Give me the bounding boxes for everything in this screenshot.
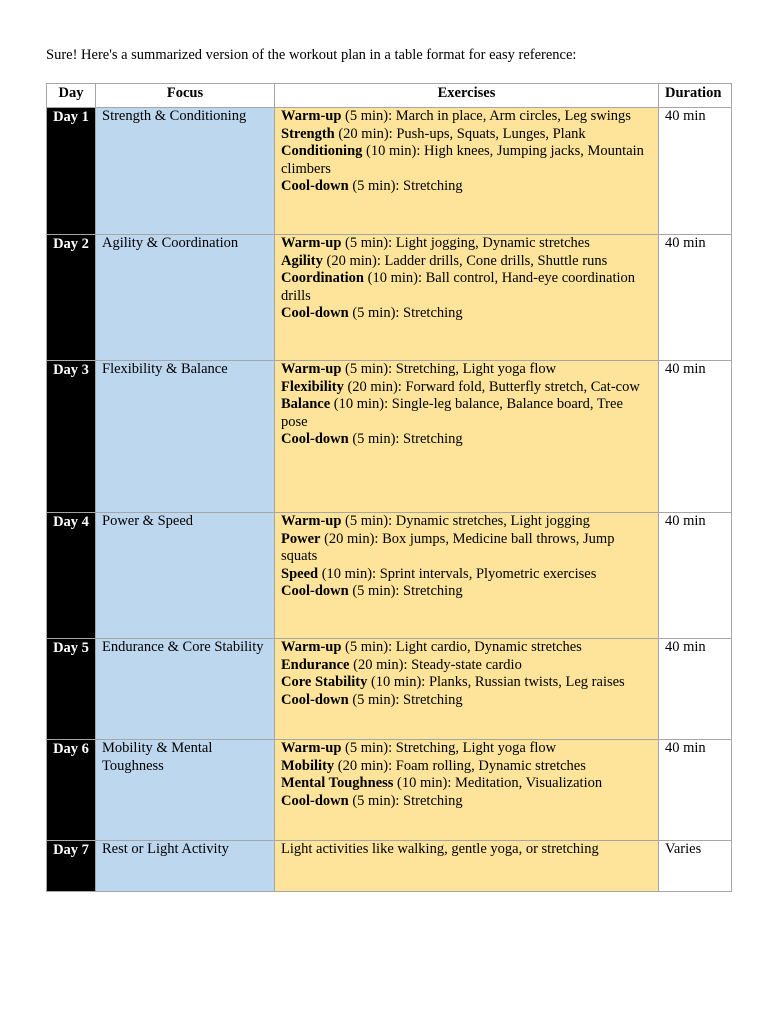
exercise-line xyxy=(281,674,652,692)
exercise-line xyxy=(281,775,652,793)
header-exercises: Exercises xyxy=(275,84,659,108)
table-row xyxy=(47,108,732,235)
exercise-block-detail: (10 min): Meditation, Visualization xyxy=(393,775,603,791)
exercise-block-name: Flexibility xyxy=(281,378,344,395)
exercise-line xyxy=(281,431,652,449)
exercise-block-name: Core Stability xyxy=(281,674,368,690)
exercise-line xyxy=(281,396,652,431)
table-row xyxy=(47,639,732,740)
exercise-line xyxy=(281,108,652,126)
exercise-line xyxy=(281,143,652,178)
day-cell: Day 2 xyxy=(47,235,96,361)
table-row xyxy=(47,235,732,361)
table-row xyxy=(47,513,732,639)
duration-cell: 40 min xyxy=(659,639,732,740)
exercise-block-detail: (10 min): High knees, Jumping jacks, Mountain climbers xyxy=(281,143,644,177)
exercise-block-detail: (5 min): Stretching xyxy=(348,691,463,708)
duration-cell: 40 min xyxy=(659,235,732,361)
exercise-line xyxy=(281,361,652,379)
exercise-block-detail: Light activities like walking, gentle yoga, or stretching xyxy=(281,841,599,857)
exercise-block-name: Cool-down xyxy=(281,792,349,809)
exercises-cell xyxy=(275,235,659,361)
duration-cell: 40 min xyxy=(659,513,732,639)
exercise-line xyxy=(281,639,652,657)
exercises-cell xyxy=(275,639,659,740)
exercise-block-name: Coordination xyxy=(281,270,364,286)
exercises-cell xyxy=(275,740,659,841)
day-cell: Day 3 xyxy=(47,361,96,513)
exercise-block-detail: (20 min): Forward fold, Butterfly stretch, Cat-cow xyxy=(343,378,640,395)
focus-cell: Agility & Coordination xyxy=(96,235,275,361)
exercise-block-name: Cool-down xyxy=(281,178,349,194)
exercise-block-detail: (10 min): Planks, Russian twists, Leg raises xyxy=(367,674,625,690)
duration-cell: 40 min xyxy=(659,108,732,235)
exercise-line xyxy=(281,379,652,397)
exercise-block-name: Warm-up xyxy=(281,361,342,377)
exercise-block-detail: (5 min): Light jogging, Dynamic stretches xyxy=(341,235,590,251)
table-row xyxy=(47,740,732,841)
exercise-block-detail: (5 min): Stretching xyxy=(348,792,463,809)
table-header-row xyxy=(47,84,732,108)
focus-cell: Endurance & Core Stability xyxy=(96,639,275,740)
exercise-block-name: Cool-down xyxy=(281,691,349,708)
focus-cell: Strength & Conditioning xyxy=(96,108,275,235)
exercise-block-name: Mental Toughness xyxy=(281,775,394,791)
table-row xyxy=(47,361,732,513)
exercise-line xyxy=(281,841,652,859)
exercise-block-detail: (20 min): Foam rolling, Dynamic stretches xyxy=(334,757,586,774)
exercise-line xyxy=(281,692,652,710)
exercise-block-name: Cool-down xyxy=(281,431,349,447)
exercise-block-name: Balance xyxy=(281,396,331,412)
exercise-line xyxy=(281,566,652,584)
exercise-line xyxy=(281,178,652,196)
exercise-block-detail: (5 min): Stretching xyxy=(348,583,463,599)
exercise-block-name: Warm-up xyxy=(281,740,342,756)
exercise-block-name: Speed xyxy=(281,565,319,582)
exercise-line xyxy=(281,740,652,758)
exercise-line xyxy=(281,583,652,601)
exercise-block-detail: (5 min): March in place, Arm circles, Leg swings xyxy=(341,108,631,124)
exercise-block-detail: (20 min): Push-ups, Squats, Lunges, Plank xyxy=(334,125,586,142)
focus-cell: Rest or Light Activity xyxy=(96,841,275,892)
duration-cell: Varies xyxy=(659,841,732,892)
exercise-block-name: Power xyxy=(281,530,321,547)
exercise-block-name: Warm-up xyxy=(281,513,342,529)
exercise-block-detail: (10 min): Ball control, Hand-eye coordination drills xyxy=(281,270,635,304)
exercise-line xyxy=(281,126,652,144)
exercise-line xyxy=(281,513,652,531)
exercises-cell xyxy=(275,513,659,639)
exercise-block-detail: (5 min): Light cardio, Dynamic stretches xyxy=(341,639,582,655)
day-cell: Day 4 xyxy=(47,513,96,639)
exercise-block-detail: (5 min): Dynamic stretches, Light jogging xyxy=(341,513,590,529)
day-cell: Day 1 xyxy=(47,108,96,235)
exercise-block-name: Cool-down xyxy=(281,305,349,321)
workout-plan-table xyxy=(46,83,732,892)
exercise-block-name: Mobility xyxy=(281,757,335,774)
exercise-block-name: Strength xyxy=(281,125,335,142)
table-body xyxy=(47,108,732,892)
exercise-block-detail: (20 min): Steady-state cardio xyxy=(349,656,522,673)
header-day: Day xyxy=(47,84,96,108)
header-focus: Focus xyxy=(96,84,275,108)
exercise-block-name: Warm-up xyxy=(281,235,342,251)
focus-cell: Power & Speed xyxy=(96,513,275,639)
focus-cell: Mobility & Mental Toughness xyxy=(96,740,275,841)
day-cell: Day 7 xyxy=(47,841,96,892)
exercise-block-detail: (20 min): Box jumps, Medicine ball throws, Jump squats xyxy=(281,530,615,564)
exercise-block-name: Warm-up xyxy=(281,108,342,124)
day-cell: Day 5 xyxy=(47,639,96,740)
exercise-block-name: Cool-down xyxy=(281,583,349,599)
header-duration: Duration xyxy=(659,84,732,108)
exercises-cell xyxy=(275,108,659,235)
duration-cell: 40 min xyxy=(659,361,732,513)
exercise-block-detail: (5 min): Stretching xyxy=(348,305,463,321)
duration-cell: 40 min xyxy=(659,740,732,841)
exercise-line xyxy=(281,657,652,675)
focus-cell: Flexibility & Balance xyxy=(96,361,275,513)
exercise-block-detail: (5 min): Stretching xyxy=(348,178,463,194)
exercise-line xyxy=(281,758,652,776)
exercise-block-name: Endurance xyxy=(281,656,350,673)
exercise-block-name: Agility xyxy=(281,252,323,269)
exercise-block-detail: (10 min): Single-leg balance, Balance board, Tree pose xyxy=(281,396,623,430)
exercise-line xyxy=(281,531,652,566)
exercises-cell xyxy=(275,841,659,892)
exercise-block-detail: (5 min): Stretching xyxy=(348,431,463,447)
intro-text: Sure! Here's a summarized version of the workout plan in a table format for easy reference: xyxy=(46,47,577,63)
exercise-line xyxy=(281,305,652,323)
exercise-line xyxy=(281,270,652,305)
table-row xyxy=(47,841,732,892)
exercise-line xyxy=(281,253,652,271)
day-cell: Day 6 xyxy=(47,740,96,841)
exercises-cell xyxy=(275,361,659,513)
exercise-block-detail: (20 min): Ladder drills, Cone drills, Shuttle runs xyxy=(322,252,608,269)
exercise-line xyxy=(281,793,652,811)
exercise-block-detail: (10 min): Sprint intervals, Plyometric exercises xyxy=(318,565,597,582)
exercise-block-detail: (5 min): Stretching, Light yoga flow xyxy=(341,361,557,377)
exercise-block-name: Warm-up xyxy=(281,639,342,655)
exercise-block-detail: (5 min): Stretching, Light yoga flow xyxy=(341,740,557,756)
exercise-block-name: Conditioning xyxy=(281,143,363,159)
exercise-line xyxy=(281,235,652,253)
